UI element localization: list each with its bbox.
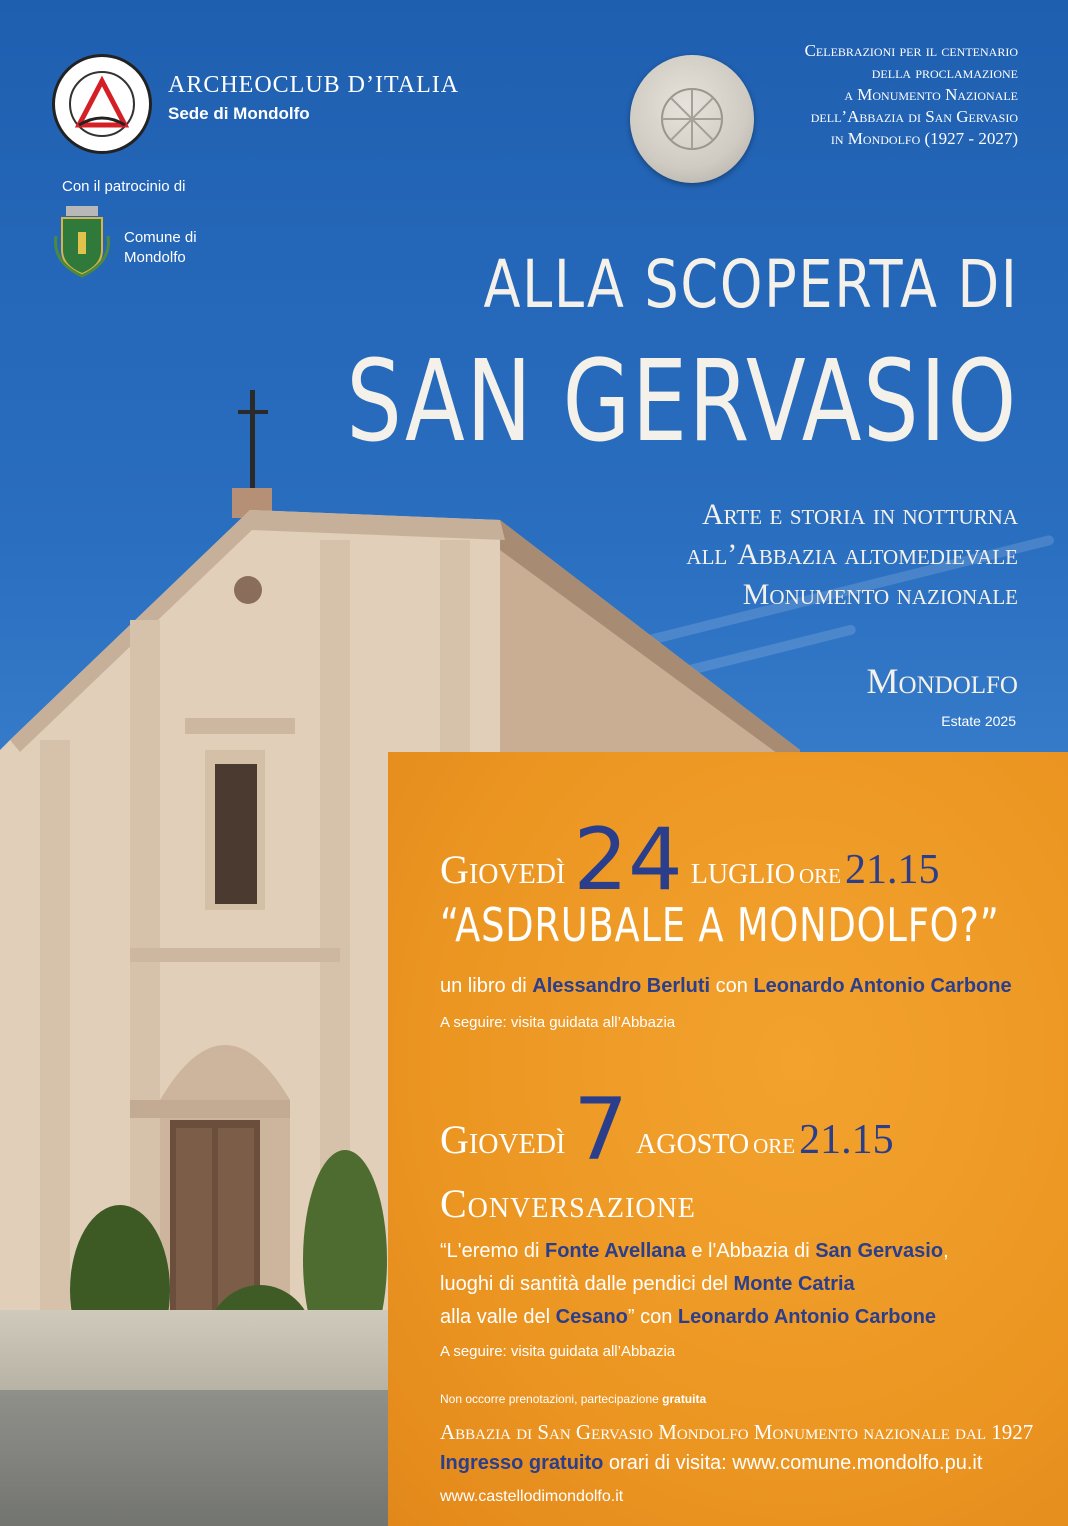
castello-website-link[interactable]: www.castellodimondolfo.it xyxy=(440,1488,624,1505)
event2-speaker: Leonardo Antonio Carbone xyxy=(677,1306,937,1328)
event2-date xyxy=(440,1080,894,1180)
subtitle xyxy=(518,495,1018,615)
event2-day: Giovedì xyxy=(440,1117,566,1162)
booking-note-text: Non occorre prenotazioni, partecipazione xyxy=(440,1392,663,1406)
event2-desc-line1 xyxy=(440,1240,949,1263)
event2-ore: ore xyxy=(753,1127,796,1160)
centenary-line: a Monumento Nazionale xyxy=(844,85,1018,104)
logo-mark-icon xyxy=(71,73,133,135)
city-name: Mondolfo xyxy=(866,661,1018,701)
season-label: Estate 2025 xyxy=(941,713,1016,729)
title-line-2: SAN GERVASIO xyxy=(346,337,1018,467)
org-name: ARCHEOCLUB D’ITALIA xyxy=(168,72,460,98)
event1-book-text: un libro di xyxy=(440,975,533,997)
event2-follow: A seguire: visita guidata all’Abbazia xyxy=(440,1343,676,1360)
event2-month: agosto xyxy=(636,1117,750,1162)
event2-desc-line3 xyxy=(440,1306,936,1329)
subtitle-line: Arte e storia in notturna xyxy=(701,498,1018,531)
event1-title: “ASDRUBALE A MONDOLFO?” xyxy=(440,898,1000,952)
event1-book xyxy=(440,975,1012,998)
event2-time: 21.15 xyxy=(799,1117,894,1163)
event1-daynum: 24 xyxy=(573,810,683,910)
booking-note xyxy=(440,1392,706,1406)
abbey-heading: Abbazia di San Gervasio Mondolfo Monumento nazionale dal 1927 xyxy=(440,1420,1034,1444)
event2-heading: Conversazione xyxy=(440,1181,696,1226)
event1-ore: ore xyxy=(798,857,841,890)
event2-text: e l'Abbazia di xyxy=(685,1240,816,1262)
centenary-line: dell’Abbazia di San Gervasio xyxy=(810,107,1018,126)
event1-author: Alessandro Berluti xyxy=(532,975,711,997)
org-seat: Sede di Mondolfo xyxy=(168,104,310,123)
subtitle-line: Monumento nazionale xyxy=(742,578,1018,611)
event2-text: ” con xyxy=(627,1306,678,1328)
subtitle-line: all’Abbazia altomedievale xyxy=(686,538,1018,571)
entry-info xyxy=(440,1452,982,1475)
event2-place: San Gervasio xyxy=(815,1240,944,1262)
archeoclub-logo xyxy=(52,54,152,154)
centenary-line: in Mondolfo (1927 - 2027) xyxy=(830,129,1018,148)
event1-date xyxy=(440,810,939,910)
event2-daynum: 7 xyxy=(573,1080,629,1180)
event1-day: Giovedì xyxy=(440,847,566,892)
event2-place: Fonte Avellana xyxy=(544,1240,686,1262)
comune-crest-icon xyxy=(52,206,112,278)
event1-time: 21.15 xyxy=(844,847,940,893)
centenary-text xyxy=(718,40,1018,150)
event2-text: luoghi di santità dalle pendici del xyxy=(440,1273,734,1295)
event2-text: alla valle del xyxy=(440,1306,556,1328)
event2-text: “L'eremo di xyxy=(440,1240,545,1262)
booking-note-free: gratuita xyxy=(662,1392,707,1406)
title-line-1: ALLA SCOPERTA DI xyxy=(483,246,1018,323)
event1-month: luglio xyxy=(690,847,795,892)
event2-desc-line2 xyxy=(440,1273,855,1296)
event2-text: , xyxy=(943,1240,949,1262)
centenary-line: Celebrazioni per il centenario xyxy=(804,41,1018,60)
entry-free: Ingresso gratuito xyxy=(440,1452,604,1474)
entry-hours-link[interactable]: orari di visita: www.comune.mondolfo.pu.it xyxy=(603,1452,983,1474)
event1-follow: A seguire: visita guidata all’Abbazia xyxy=(440,1014,676,1031)
centenary-line: della proclamazione xyxy=(871,63,1018,82)
patronage-label: Con il patrocinio di xyxy=(62,178,186,195)
event1-speaker: Leonardo Antonio Carbone xyxy=(753,975,1012,997)
logo-inner-ring xyxy=(69,71,135,137)
comune-name: Comune di Mondolfo xyxy=(124,229,197,266)
event2-place: Cesano xyxy=(555,1306,628,1328)
courtyard-shadow xyxy=(0,1390,420,1526)
event1-with: con xyxy=(710,975,754,997)
event2-place: Monte Catria xyxy=(733,1273,855,1295)
